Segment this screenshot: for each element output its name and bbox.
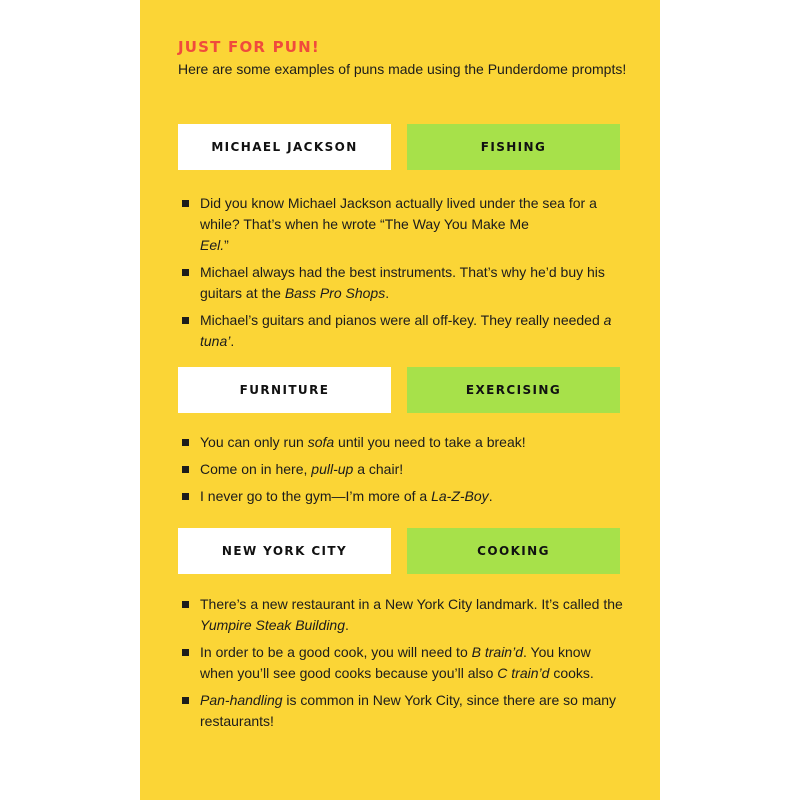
list-item: Pan-handling is common in New York City, since there are so many restaurants!: [178, 690, 628, 732]
bullet-icon: [182, 697, 189, 704]
prompt-card-left: FURNITURE: [178, 367, 391, 413]
prompt-card-right: EXERCISING: [407, 367, 620, 413]
list-item: Michael always had the best instruments. That’s why he’d buy his guitars at the Bass Pro Shops.: [178, 262, 628, 304]
list-item: There’s a new restaurant in a New York City landmark. It’s called the Yumpire Steak Building.: [178, 594, 628, 636]
page-heading: JUST FOR PUN!: [178, 38, 320, 56]
pun-list: [178, 432, 628, 507]
prompt-card-right: FISHING: [407, 124, 620, 170]
bullet-icon: [182, 601, 189, 608]
pun-list: [178, 193, 628, 352]
bullet-icon: [182, 439, 189, 446]
bullet-icon: [182, 200, 189, 207]
list-item: Michael’s guitars and pianos were all off-key. They really needed a tuna’.: [178, 310, 628, 352]
bullet-icon: [182, 649, 189, 656]
intro-text: Here are some examples of puns made using the Punderdome prompts!: [178, 61, 627, 77]
bullet-icon: [182, 493, 189, 500]
list-item: I never go to the gym—I’m more of a La-Z-Boy.: [178, 486, 628, 507]
bullet-icon: [182, 466, 189, 473]
list-item: In order to be a good cook, you will need to B train’d. You know when you’ll see good cooks because you’ll also C train’d cooks.: [178, 642, 628, 684]
book-page: [140, 0, 660, 800]
list-item: Did you know Michael Jackson actually lived under the sea for a while? That’s when he wrote “The Way You Make Me Eel.”: [178, 193, 628, 256]
prompt-card-left: MICHAEL JACKSON: [178, 124, 391, 170]
prompt-card-right: COOKING: [407, 528, 620, 574]
prompt-card-left: NEW YORK CITY: [178, 528, 391, 574]
bullet-icon: [182, 269, 189, 276]
bullet-icon: [182, 317, 189, 324]
list-item: You can only run sofa until you need to take a break!: [178, 432, 628, 453]
pun-list: [178, 594, 628, 732]
list-item: Come on in here, pull-up a chair!: [178, 459, 628, 480]
